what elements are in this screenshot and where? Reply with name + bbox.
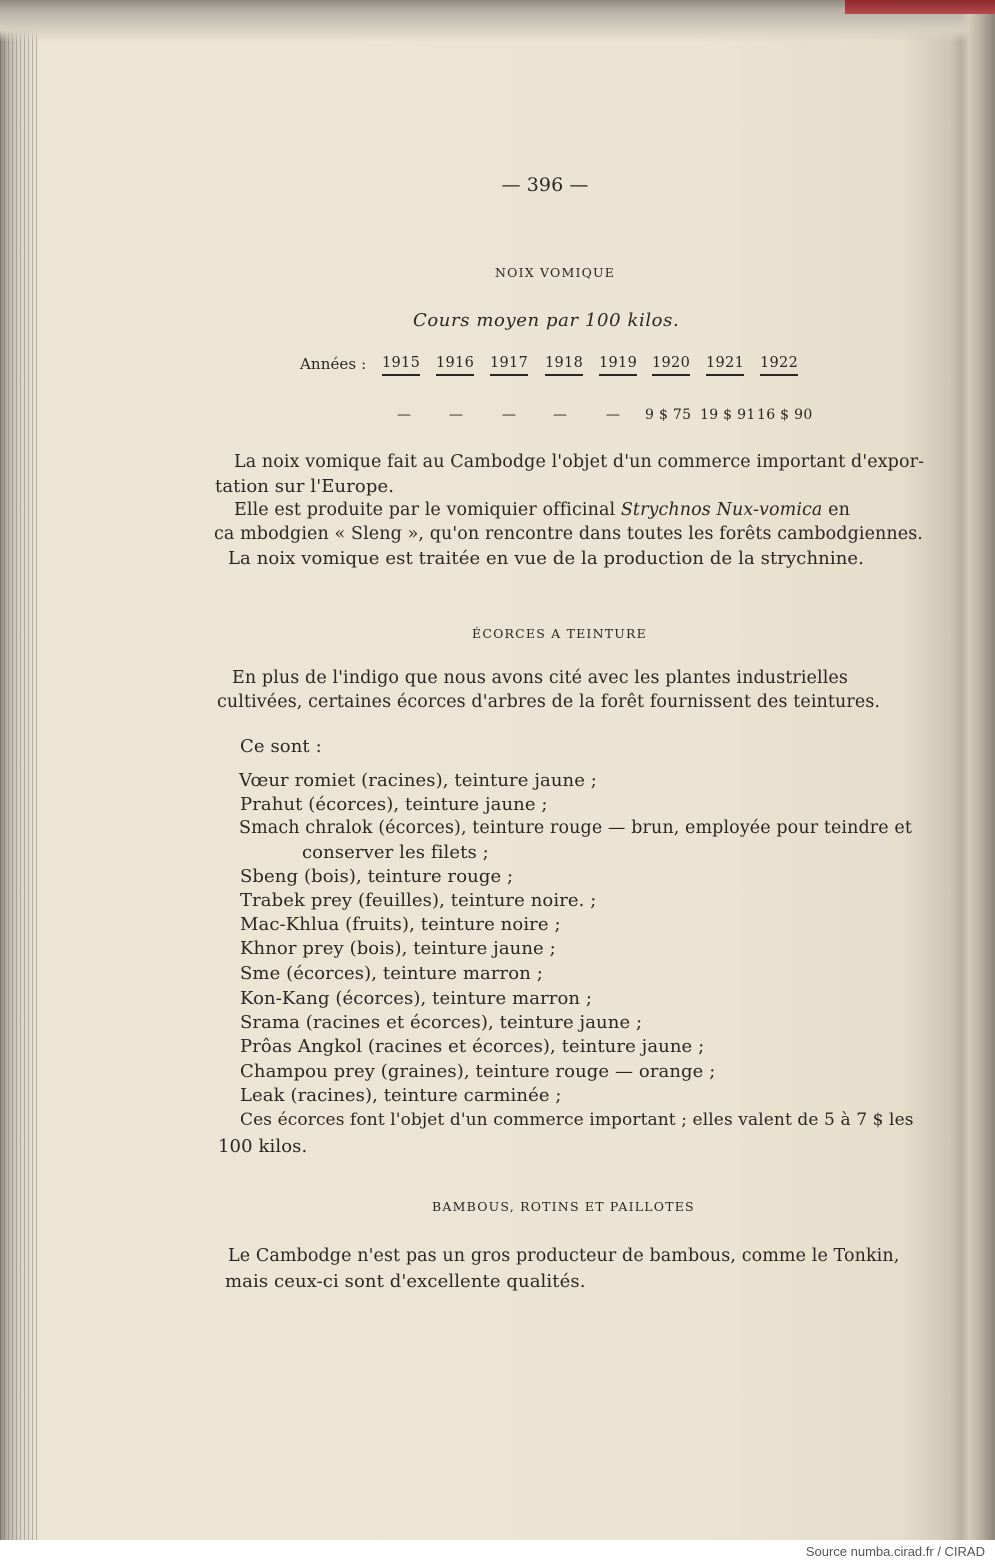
paragraph-line: Le Cambodge n'est pas un gros producteur de bambous, comme le Tonkin, [228,1246,900,1266]
paragraph-line: En plus de l'indigo que nous avons cité avec les plantes industrielles [232,668,848,688]
price-cell: 9 $ 75 [645,407,692,423]
section-heading-bambous: BAMBOUS, ROTINS ET PAILLOTES [432,1199,695,1214]
years-label: Années : [300,355,367,373]
list-item: Leak (racines), teinture carminée ; [240,1085,562,1106]
price-cell: — [449,407,464,423]
year-cell: 1921 [706,355,744,376]
year-cell: 1916 [436,355,474,376]
text-span: en [822,500,850,520]
book-cover-edge [845,0,995,14]
list-item: Sme (écorces), teinture marron ; [240,963,543,984]
list-item: Trabek prey (feuilles), teinture noire. ; [240,890,597,911]
paragraph-line: cultivées, certaines écorces d'arbres de la forêt fournissent des teintures. [217,692,881,712]
list-item: Champou prey (graines), teinture rouge — orange ; [240,1061,716,1082]
list-item: Vœur romiet (racines), teinture jaune ; [239,770,597,791]
species-name: Strychnos Nux-vomica [620,500,823,520]
paragraph-line: La noix vomique est traitée en vue de la production de la strychnine. [228,548,864,569]
year-cell: 1915 [382,355,420,376]
paragraph-line: tation sur l'Europe. [215,476,395,497]
year-cell: 1922 [760,355,798,376]
price-table-subtitle: Cours moyen par 100 kilos. [413,310,680,331]
year-cell: 1917 [490,355,528,376]
year-cell: 1918 [545,355,583,376]
price-cell: — [606,407,621,423]
page-fold-right [961,14,995,1540]
paragraph-line [234,500,850,520]
list-item: Kon-Kang (écorces), teinture marron ; [240,988,593,1009]
paragraph-line: La noix vomique fait au Cambodge l'objet d'un commerce important d'expor- [234,452,925,472]
list-item: Smach chralok (écorces), teinture rouge — brun, employée pour teindre et [239,818,912,838]
text-span: Elle est produite par le vomiquier officinal [234,500,621,520]
section-heading-noix-vomique: NOIX VOMIQUE [495,265,616,280]
paragraph-line: ca mbodgien « Sleng », qu'on rencontre dans toutes les forêts cambodgiennes. [214,524,923,544]
price-cell: 16 $ 90 [757,407,813,423]
page-edges-left [0,0,40,1540]
paragraph-line: 100 kilos. [218,1136,308,1157]
page-number: — 396 — [501,174,589,196]
price-cell: — [502,407,517,423]
price-cell: — [553,407,568,423]
price-cell: 19 $ 91 [700,407,756,423]
paragraph-line: mais ceux-ci sont d'excellente qualités. [225,1271,586,1292]
list-item: Prôas Angkol (racines et écorces), teinture jaune ; [240,1036,705,1057]
list-item: Srama (racines et écorces), teinture jaune ; [240,1012,643,1033]
list-item: Mac-Khlua (fruits), teinture noire ; [240,914,561,935]
list-item: Prahut (écorces), teinture jaune ; [240,794,548,815]
list-item: Khnor prey (bois), teinture jaune ; [240,938,556,959]
source-credit: Source numba.cirad.fr / CIRAD [805,1544,985,1559]
list-item: Sbeng (bois), teinture rouge ; [240,866,514,887]
price-cell: — [397,407,412,423]
list-item: conserver les filets ; [302,842,489,863]
paragraph-line: Ces écorces font l'objet d'un commerce important ; elles valent de 5 à 7 $ les [240,1110,914,1130]
year-cell: 1920 [652,355,690,376]
section-heading-ecorces: ÉCORCES A TEINTURE [472,626,647,641]
list-intro: Ce sont : [240,736,322,757]
year-cell: 1919 [599,355,637,376]
